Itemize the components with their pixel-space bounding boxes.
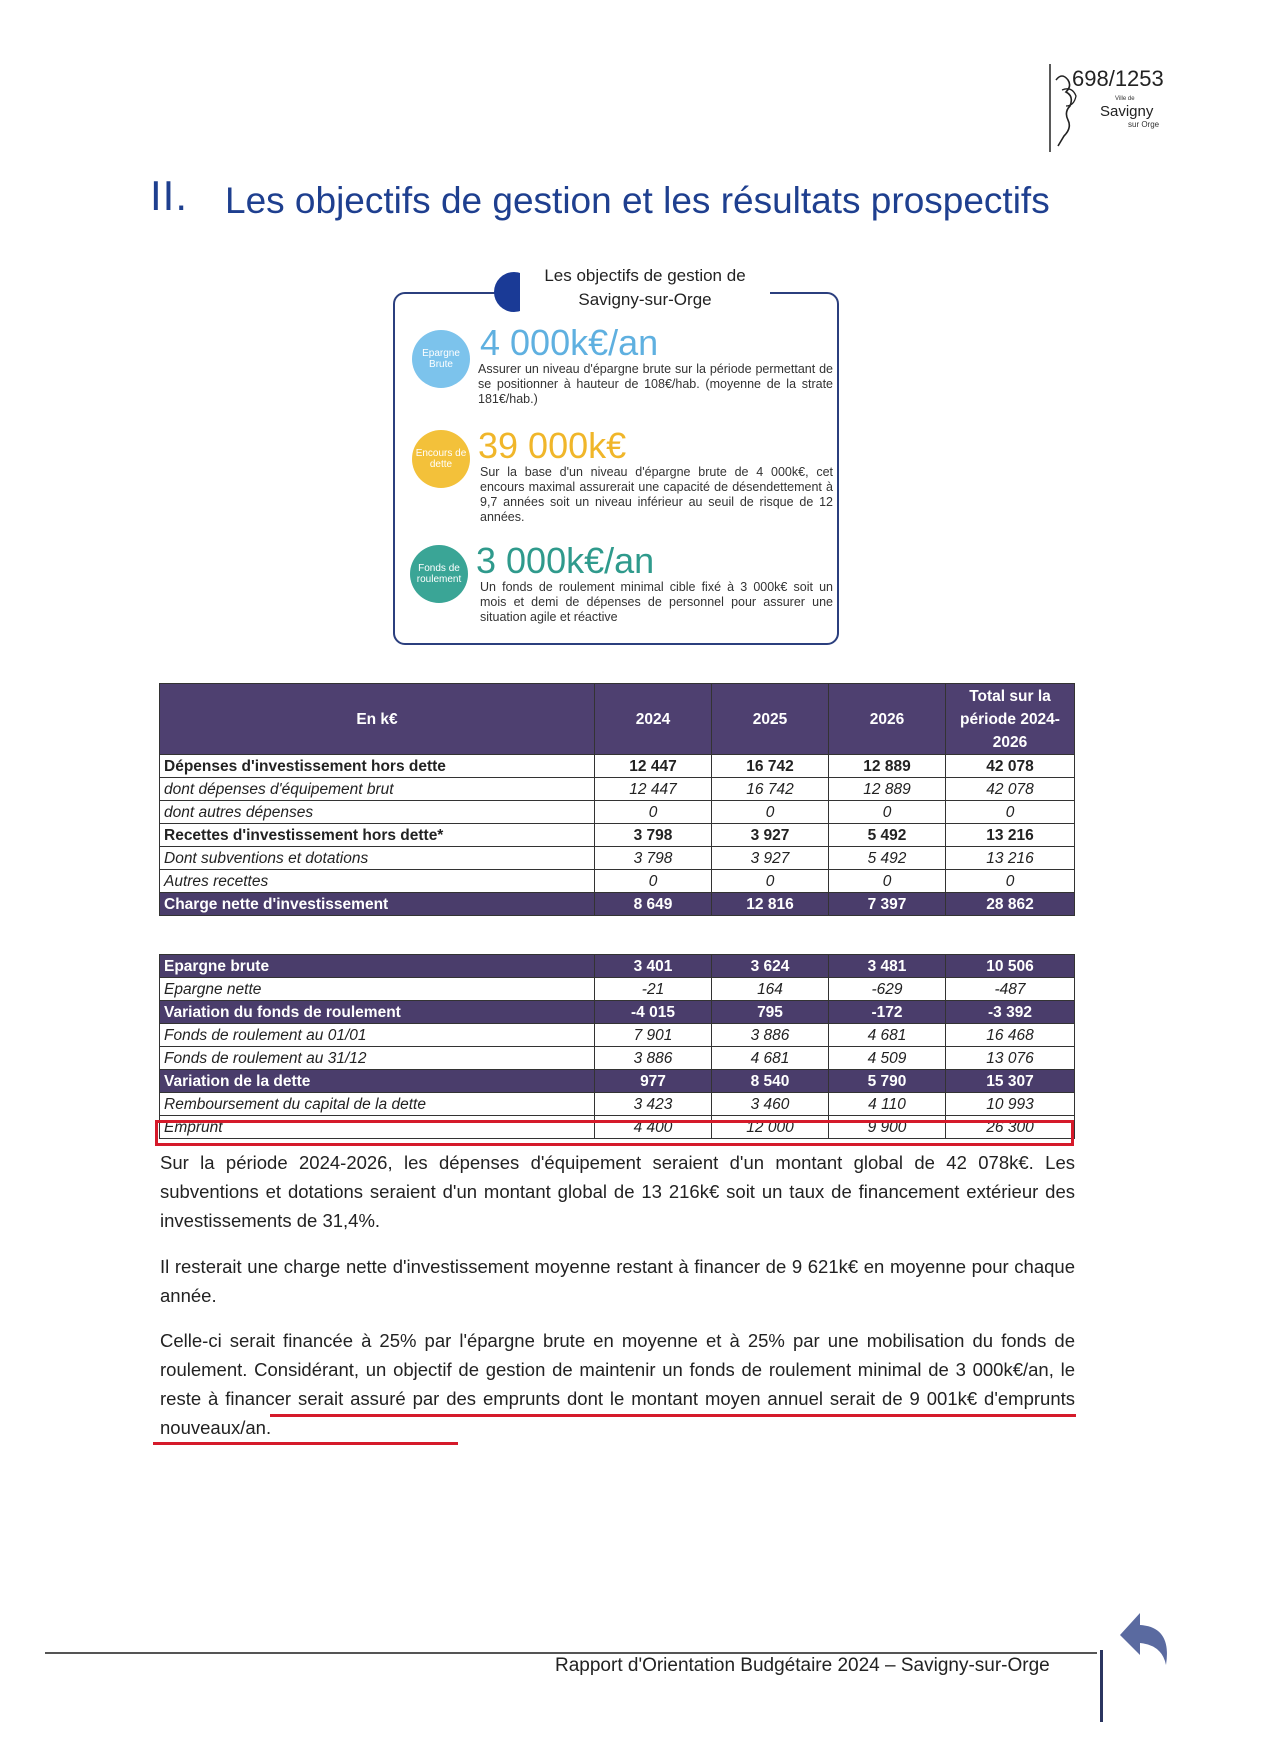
table-row	[160, 801, 1075, 824]
page-number: 698/1253	[1072, 66, 1164, 91]
row-value: 3 401	[595, 955, 712, 978]
row-value: 4 110	[829, 1093, 946, 1116]
row-value: 5 492	[829, 847, 946, 870]
row-value: 4 400	[595, 1116, 712, 1139]
row-label: dont autres dépenses	[160, 801, 595, 824]
row-label: Variation de la dette	[160, 1070, 595, 1093]
row-value: 7 901	[595, 1024, 712, 1047]
row-value: 26 300	[946, 1116, 1075, 1139]
header-cell: 2024	[595, 684, 712, 755]
row-label: Recettes d'investissement hors dette*	[160, 824, 595, 847]
row-label: Fonds de roulement au 31/12	[160, 1047, 595, 1070]
row-value: -3 392	[946, 1001, 1075, 1024]
return-arrow-icon	[1110, 1605, 1180, 1680]
row-label: Epargne brute	[160, 955, 595, 978]
objective-value-fonds: 3 000k€/an	[476, 540, 655, 581]
row-value: 12 816	[712, 893, 829, 916]
row-value: 0	[595, 801, 712, 824]
row-value: 12 447	[595, 755, 712, 778]
row-value: 3 886	[712, 1024, 829, 1047]
fonds-roulement-circle-icon: Fonds de roulement	[410, 545, 468, 603]
table-body-investment	[160, 755, 1075, 916]
row-value: 13 216	[946, 824, 1075, 847]
logo-ville-text: Ville de	[1115, 96, 1135, 102]
objectives-heading-line1: Les objectifs de gestion de	[544, 266, 746, 285]
table-row	[160, 1024, 1075, 1047]
table-row	[160, 824, 1075, 847]
row-label: Emprunt	[160, 1116, 595, 1139]
objective-value-epargne: 4 000k€/an	[480, 322, 659, 363]
table-row	[160, 1047, 1075, 1070]
logo-name-text: Savigny	[1100, 103, 1154, 120]
paragraph-3: Celle-ci serait financée à 25% par l'épargne brute en moyenne et à 25% par une mobilisation du fonds de roulement. Considérant, un objectif de gestion de maintenir un fonds de roulement minimal de 3 000k€/an, le reste à financer serait assuré par des emprunts dont le montant moyen annuel serait de 9 001k€ d'emprunts nouveaux/an.	[160, 1330, 1075, 1438]
row-value: 7 397	[829, 893, 946, 916]
row-value: -21	[595, 978, 712, 1001]
row-value: 0	[712, 870, 829, 893]
row-value: -629	[829, 978, 946, 1001]
row-label: Autres recettes	[160, 870, 595, 893]
row-value: 16 468	[946, 1024, 1075, 1047]
row-value: 0	[946, 801, 1075, 824]
row-value: 10 993	[946, 1093, 1075, 1116]
row-value: 0	[946, 870, 1075, 893]
row-value: 13 076	[946, 1047, 1075, 1070]
row-label: Fonds de roulement au 01/01	[160, 1024, 595, 1047]
row-value: 3 423	[595, 1093, 712, 1116]
row-label: dont dépenses d'équipement brut	[160, 778, 595, 801]
table-row	[160, 870, 1075, 893]
row-value: 16 742	[712, 778, 829, 801]
emprunt-highlight-box	[155, 1120, 1074, 1146]
table-row	[160, 755, 1075, 778]
row-value: 8 540	[712, 1070, 829, 1093]
row-label: Dont subventions et dotations	[160, 847, 595, 870]
row-value: 9 900	[829, 1116, 946, 1139]
row-value: 8 649	[595, 893, 712, 916]
table-row	[160, 1001, 1075, 1024]
header-cell: 2025	[712, 684, 829, 755]
footer-text: Rapport d'Orientation Budgétaire 2024 – Savigny-sur-Orge	[555, 1655, 1050, 1676]
section-number: II.	[150, 172, 189, 219]
row-label: Charge nette d'investissement	[160, 893, 595, 916]
row-value: 3 798	[595, 847, 712, 870]
objectives-heading-line2: Savigny-sur-Orge	[578, 290, 712, 309]
red-underline-2	[153, 1442, 458, 1445]
objectives-heading	[520, 264, 770, 312]
row-label: Variation du fonds de roulement	[160, 1001, 595, 1024]
row-value: 0	[829, 801, 946, 824]
row-value: 3 798	[595, 824, 712, 847]
footer-divider	[45, 1652, 1097, 1654]
row-value: -487	[946, 978, 1075, 1001]
row-label: Epargne nette	[160, 978, 595, 1001]
paragraph-1: Sur la période 2024-2026, les dépenses d'équipement seraient d'un montant global de 42 078k€. Les subventions et dotations seraient d'un montant global de 13 216k€ soit un taux de financement extérieur des investissements de 31,4%.	[160, 1152, 1075, 1231]
row-value: -172	[829, 1001, 946, 1024]
row-value: 164	[712, 978, 829, 1001]
investment-table	[159, 683, 1075, 916]
paragraph-2: Il resterait une charge nette d'investissement moyenne restant à financer de 9 621k€ en moyenne pour chaque année.	[160, 1256, 1075, 1306]
row-value: 12 889	[829, 778, 946, 801]
header-cell: 2026	[829, 684, 946, 755]
logo-sub-text: sur Orge	[1128, 120, 1160, 129]
red-underline-1	[270, 1414, 1076, 1417]
encours-dette-circle-icon: Encours de dette	[412, 430, 470, 488]
row-value: 15 307	[946, 1070, 1075, 1093]
row-value: 0	[595, 870, 712, 893]
row-value: 977	[595, 1070, 712, 1093]
objective-text-encours: Sur la base d'un niveau d'épargne brute de 4 000k€, cet encours maximal assurerait une capacité de désendettement à 9,7 années soit un niveau inférieur au seuil de risque de 12 années.	[480, 465, 833, 524]
row-value: 42 078	[946, 755, 1075, 778]
row-value: 3 927	[712, 847, 829, 870]
table-row	[160, 978, 1075, 1001]
table-row	[160, 893, 1075, 916]
row-label: Remboursement du capital de la dette	[160, 1093, 595, 1116]
row-value: 5 492	[829, 824, 946, 847]
epargne-brute-circle-icon: Epargne Brute	[412, 330, 470, 388]
row-value: 16 742	[712, 755, 829, 778]
objective-text-fonds: Un fonds de roulement minimal cible fixé à 3 000k€ soit un mois et demi de dépenses de personnel pour assurer une situation agile et réactive	[480, 580, 833, 624]
row-value: 795	[712, 1001, 829, 1024]
row-value: 3 624	[712, 955, 829, 978]
row-value: 13 216	[946, 847, 1075, 870]
table-body-financing	[160, 955, 1075, 1139]
row-value: 4 681	[712, 1047, 829, 1070]
row-value: 3 481	[829, 955, 946, 978]
header-cell: En k€	[160, 684, 595, 755]
row-value: 4 681	[829, 1024, 946, 1047]
row-value: 42 078	[946, 778, 1075, 801]
row-value: 5 790	[829, 1070, 946, 1093]
header-cell: Total sur la période 2024-2026	[946, 684, 1075, 755]
objective-value-encours: 39 000k€	[478, 425, 627, 466]
row-value: 4 509	[829, 1047, 946, 1070]
section-title: Les objectifs de gestion et les résultats prospectifs	[225, 180, 1050, 221]
row-label: Dépenses d'investissement hors dette	[160, 755, 595, 778]
table-row	[160, 1093, 1075, 1116]
table-row	[160, 778, 1075, 801]
table-row	[160, 955, 1075, 978]
row-value: 10 506	[946, 955, 1075, 978]
financing-table	[159, 954, 1075, 1139]
objective-text-epargne: Assurer un niveau d'épargne brute sur la période permettant de se positionner à hauteur de 108€/hab. (moyenne de la strate 181€/hab.)	[478, 362, 833, 406]
table-header-row	[160, 684, 1075, 755]
row-value: 3 886	[595, 1047, 712, 1070]
row-value: 0	[712, 801, 829, 824]
row-value: 12 889	[829, 755, 946, 778]
footer-vertical-bar	[1100, 1650, 1103, 1722]
table-row	[160, 847, 1075, 870]
row-value: -4 015	[595, 1001, 712, 1024]
row-value: 0	[829, 870, 946, 893]
row-value: 3 460	[712, 1093, 829, 1116]
row-value: 28 862	[946, 893, 1075, 916]
row-value: 12 447	[595, 778, 712, 801]
table-row	[160, 1070, 1075, 1093]
row-value: 3 927	[712, 824, 829, 847]
row-value: 12 000	[712, 1116, 829, 1139]
